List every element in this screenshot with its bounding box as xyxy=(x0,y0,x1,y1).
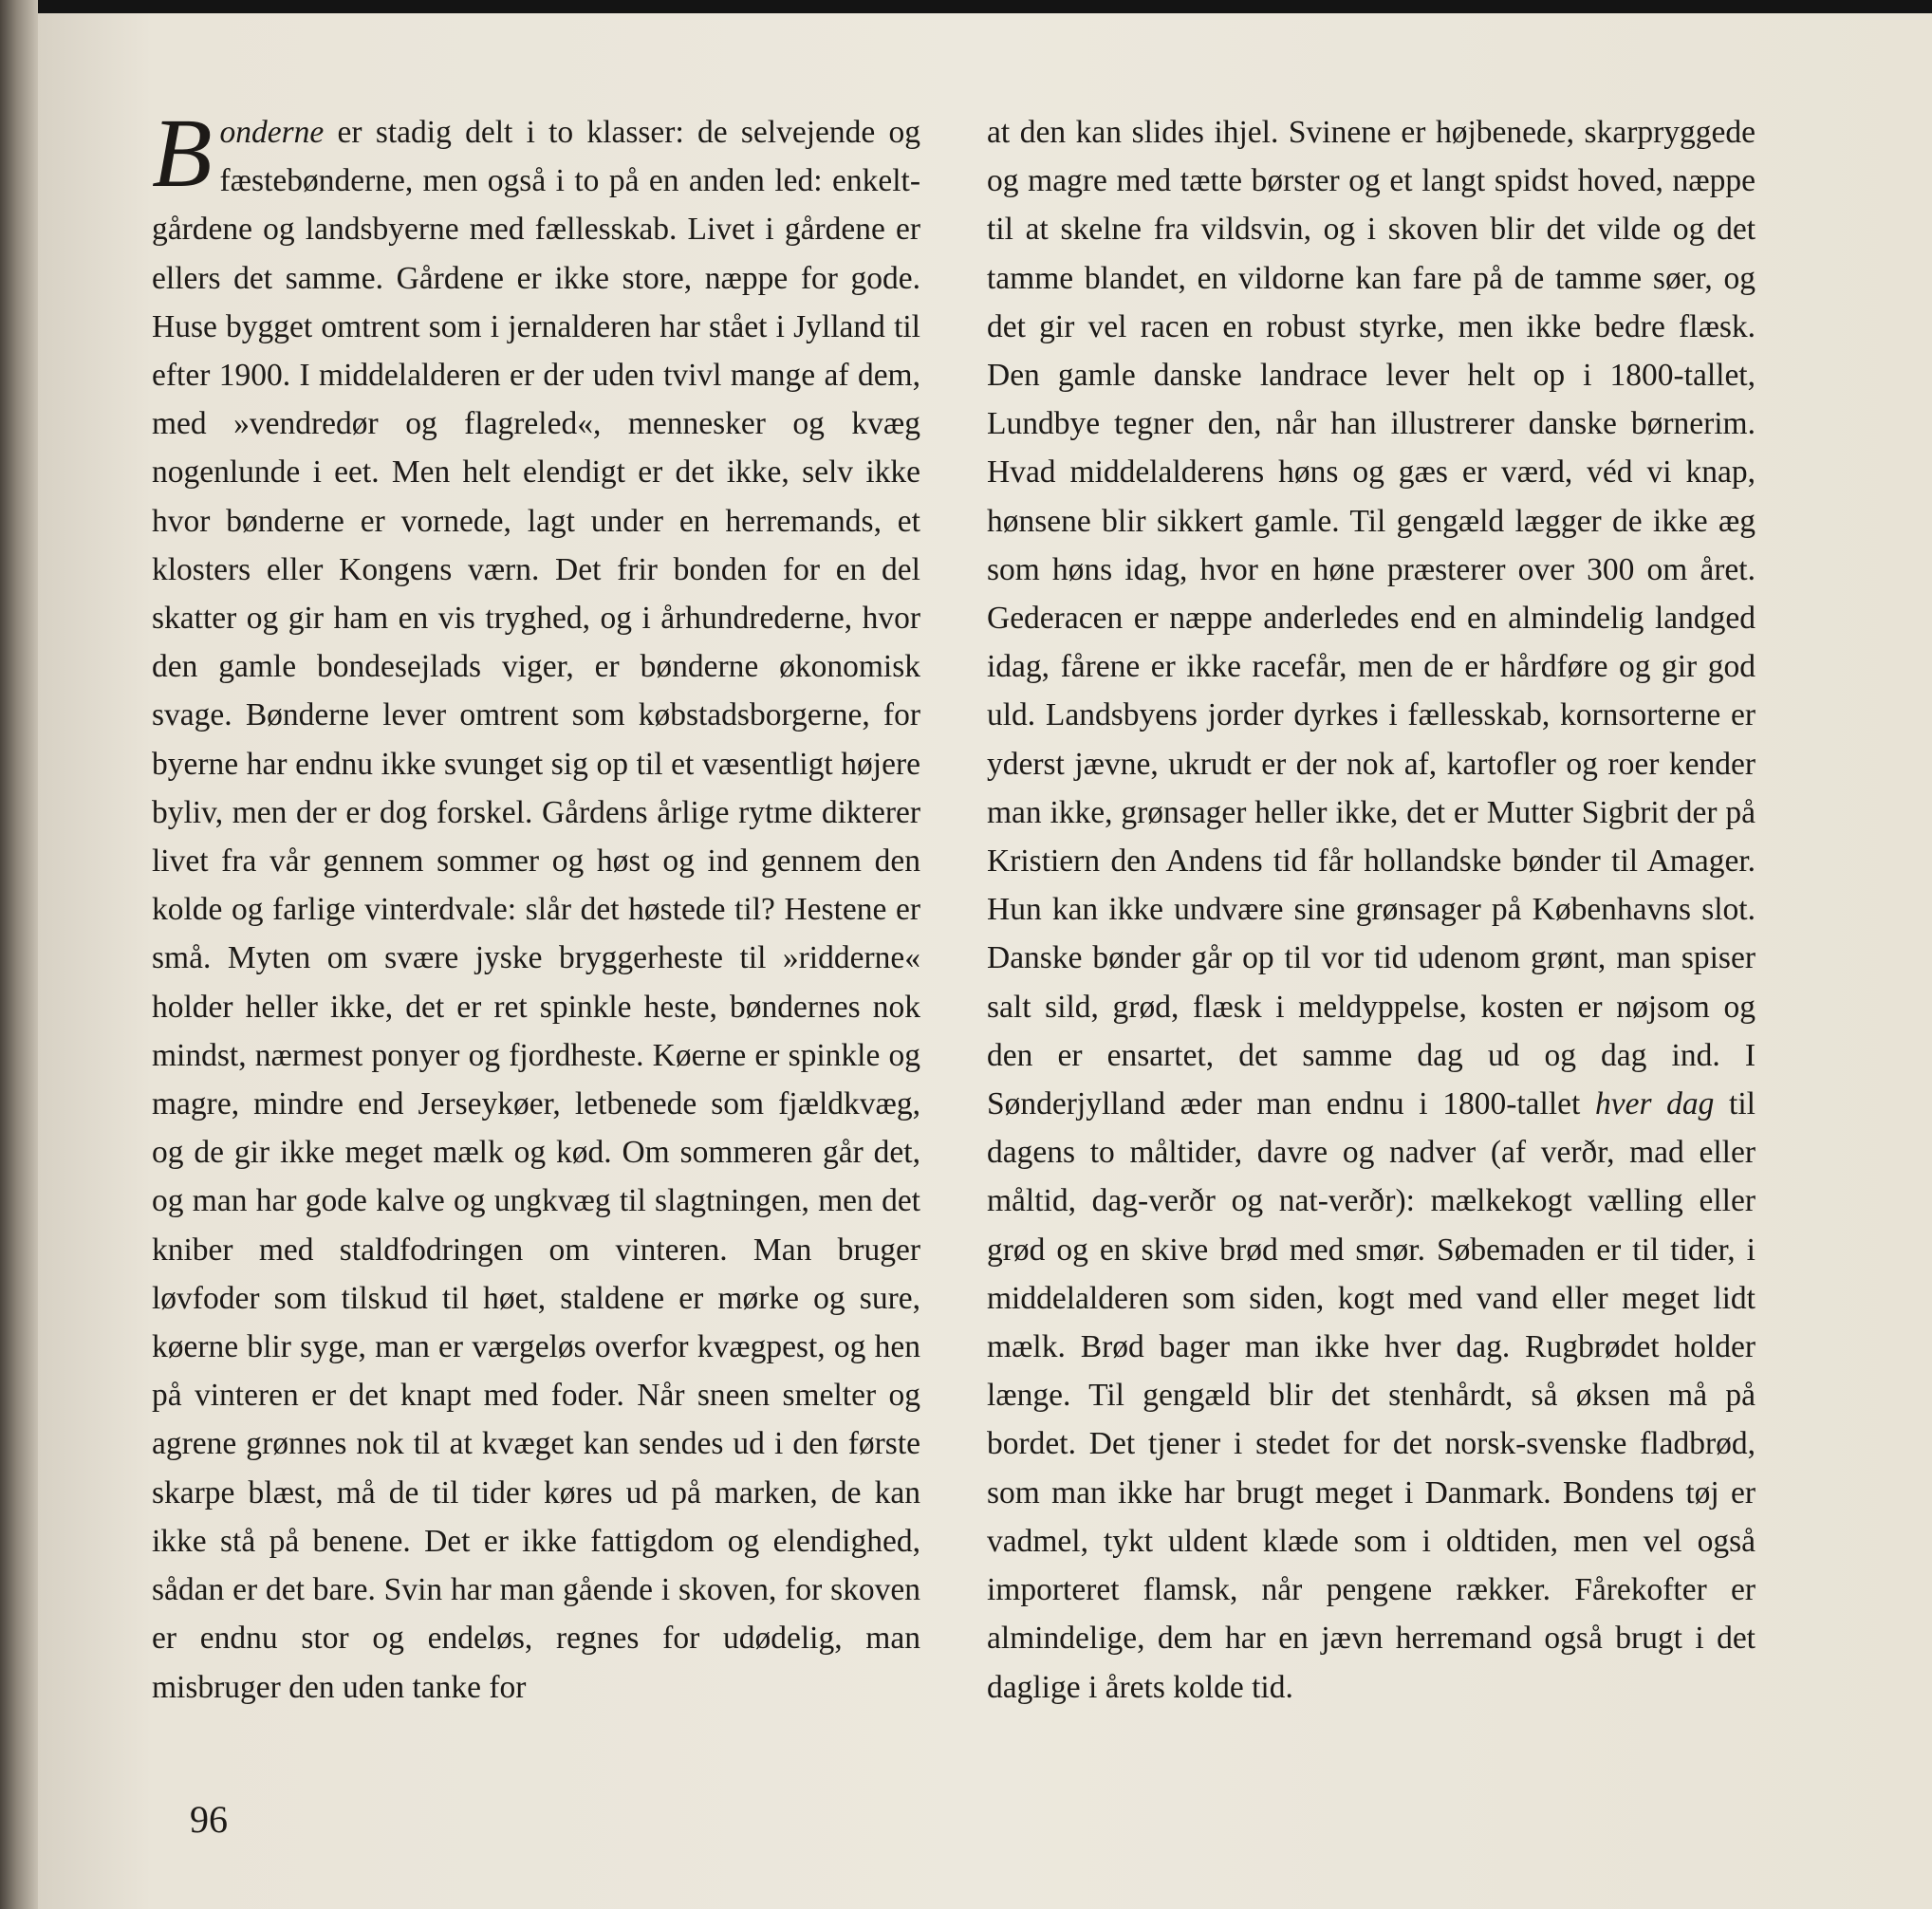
book-spine-shadow xyxy=(0,0,38,1909)
right-column-text-part-1: at den kan slides ihjel. Svinene er højbenede, skarpryggede og magre med tætte børster og et langt spidst hoved, næppe til at skelne fra vildsvin, og i skoven blir det vilde og det tamme blandet, en vildorne kan fare på de tamme søer, og det gir vel racen en robust styrke, men ikke bedre flæsk. Den gamle danske landrace lever helt op i 1800-tallet, Lundbye tegner den, når han illustrerer danske børnerim. Hvad middelalderens høns og gæs er værd, véd vi knap, hønsene blir sikkert gamle. Til gengæld lægger de ikke æg som høns idag, hvor en høne præsterer over 300 om året. Gederacen er næppe anderledes end en almindelig landged idag, fårene er ikke racefår, men de er hårdføre og gir god uld. Landsbyens jorder dyrkes i fællesskab, kornsorterne er yderst jævne, ukrudt er der nok af, kartofler og roer kender man ikke, grønsager heller ikke, det er Mutter Sigbrit der på Kristiern den Andens tid får hollandske bønder til Amager. Hun kan ikke undvære sine grønsager på Københavns slot. Danske bønder går op til vor tid udenom grønt, man spiser salt sild, grød, flæsk i meldyppelse, kosten er nøjsom og den er ensartet, det samme dag ud og dag ind. I Sønderjylland æder man endnu i 1800-tallet xyxy=(987,115,1756,1122)
lead-word: onderne xyxy=(219,115,325,150)
page-number: 96 xyxy=(190,1798,228,1841)
left-column-paragraph xyxy=(152,99,920,1712)
drop-cap: B xyxy=(152,99,213,208)
right-text-column xyxy=(987,108,1756,1712)
right-column-italic: hver dag xyxy=(1594,1086,1715,1122)
right-column-paragraph xyxy=(987,108,1756,1712)
left-column-text: er stadig delt i to klasser: de selvejende og fæstebønderne, men også i to på en anden led: enkeltgårdene og landsbyerne med fællesskab. Livet i gårdene er ellers det samme. Gårdene er ikke store, næppe for gode. Huse bygget omtrent som i jernalderen har stået i Jylland til efter 1900. I middelalderen er der uden tvivl mange af dem, med »vendredør og flagreled«, mennesker og kvæg nogenlunde i eet. Men helt elendigt er det ikke, selv ikke hvor bønderne er vornede, lagt under en herremands, et klosters eller Kongens værn. Det frir bonden for en del skatter og gir ham en vis tryghed, og i århundrederne, hvor den gamle bondesejlads viger, er bønderne økonomisk svage. Bønderne lever omtrent som købstadsborgerne, for byerne har endnu ikke svunget sig op til et væsentligt højere byliv, men der er dog forskel. Gårdens årlige rytme dikterer livet fra vår gennem sommer og høst og ind gennem den kolde og farlige vinterdvale: slår det høstede til? Hestene er små. Myten om svære jyske bryggerheste til »ridderne« holder heller ikke, det er ret spinkle heste, bøndernes nok mindst, nærmest ponyer og fjordheste. Køerne er spinkle og magre, mindre end Jerseykøer, letbenede som fjældkvæg, og de gir ikke meget mælk og kød. Om sommeren går det, og man har gode kalve og ungkvæg til slagtningen, men det kniber med staldfodringen om vinteren. Man bruger løvfoder som tilskud til høet, staldene er mørke og sure, køerne blir syge, man er værgeløs overfor kvægpest, og hen på vinteren er det knapt med foder. Når sneen smelter og agrene grønnes nok til at kvæget kan sendes ud i den første skarpe blæst, må de til tider køres ud på marken, de kan ikke stå på benene. Det er ikke fattigdom og elendighed, sådan er det bare. Svin har man gående i skoven, for skoven er endnu stor og endeløs, regnes for udødelig, man misbruger den uden tanke for xyxy=(152,115,920,1705)
right-column-text-part-2: til dagens to måltider, davre og nadver (af verðr, mad eller måltid, dag-verðr og nat-verðr): mælkekogt vælling eller grød og en skive brød med smør. Søbemaden er til tider, i middelalderen som siden, kogt med vand eller meget lidt mælk. Brød bager man ikke hver dag. Rugbrødet holder længe. Til gengæld blir det stenhårdt, så øksen må på bordet. Det tjener i stedet for det norsk-svenske fladbrød, som man ikke har brugt meget i Danmark. Bondens tøj er vadmel, tykt uldent klæde som i oldtiden, men vel også importeret flamsk, når pengene rækker. Fårekofter er almindelige, dem har en jævn herremand også brugt i det daglige i årets kolde tid. xyxy=(987,1086,1756,1705)
left-text-column xyxy=(152,99,920,1712)
book-page xyxy=(38,13,1932,1909)
